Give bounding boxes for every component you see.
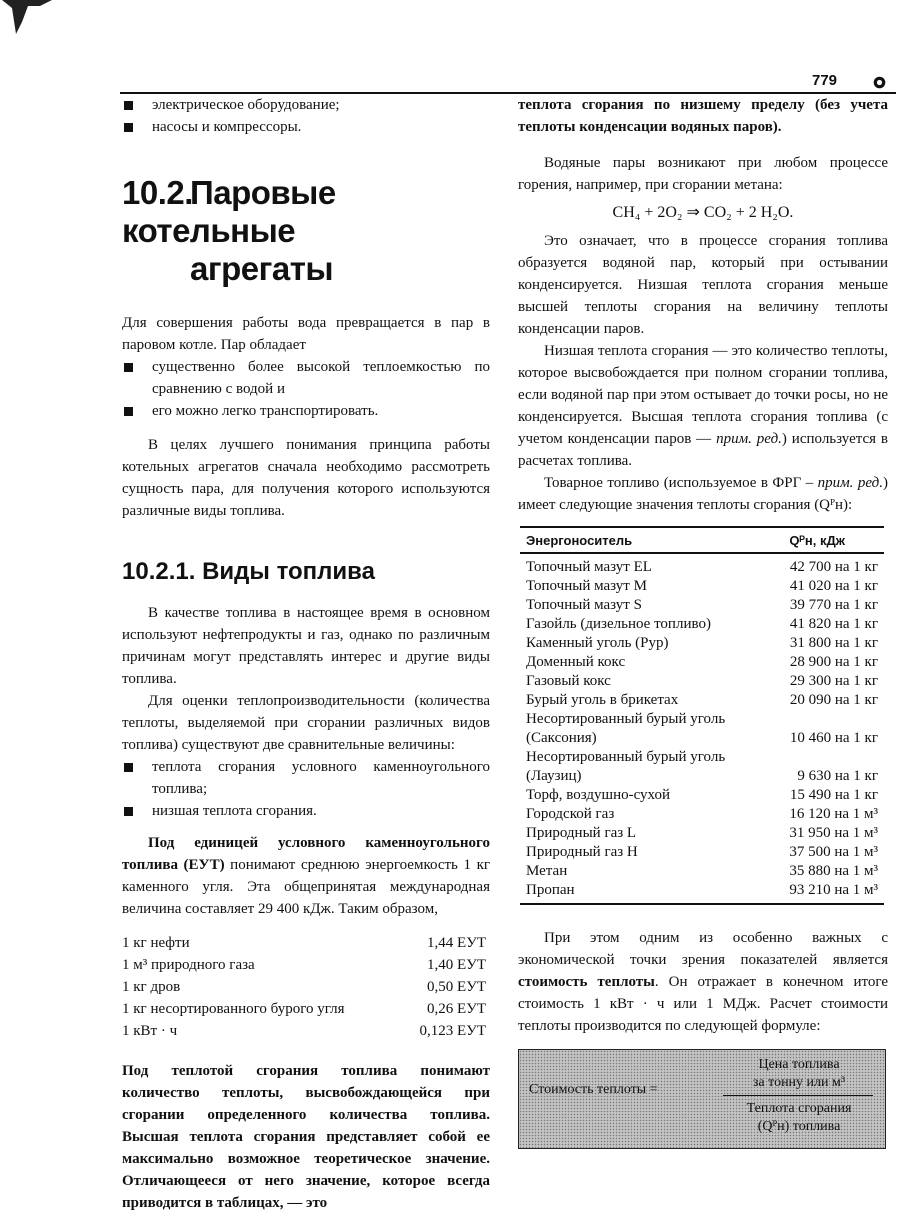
table-row: Газойль (дизельное топливо) 41 820 на 1 кг [526,616,878,632]
list-item: теплота сгорания условного каменноугольного топлива; [122,756,490,800]
subsection-number: 10.2.1. [122,558,196,585]
table-row: 1 кВт · ч 0,123 ЕУТ [122,1023,486,1039]
subsection-title: Виды топлива [202,558,375,585]
formula-lhs: Стоимость теплоты = [529,1082,658,1097]
table-row: Природный газ L 31 950 на 1 м³ [526,825,878,841]
column-header: Энергоноситель [520,527,783,553]
table-row: Топочный мазут EL 42 700 на 1 кг [526,559,878,575]
table-row: 1 кг дров 0,50 ЕУТ [122,979,486,995]
bullet-icon [124,807,133,816]
section-title-line1: Паровые котельные [122,174,336,249]
bullet-icon [124,123,133,132]
estimate-paragraph: Для оценки теплопроизводительности (количества теплоты, выделяемой при сгорании различных видов топлива) существуют две сравнительные величины: [122,693,490,753]
table-row: Метан 35 880 на 1 м³ [526,863,878,879]
bullet-list-values [122,756,490,822]
bullet-list-top [122,94,490,138]
left-column [122,94,490,1214]
eut-table [122,932,486,1042]
table-row: 1 кг несортированного бурого угля 0,26 ЕУТ [122,1001,486,1017]
fuel-table [520,526,884,905]
section-title-line2: агрегаты [190,250,334,287]
column-header: Qᴾн, кДж [783,527,884,553]
bullet-icon [124,363,133,372]
cost-term: стоимость теплоты [518,974,655,990]
eut-term: Под единицей условного каменноугольного топлива (ЕУТ) [122,835,490,873]
corner-mark [0,0,60,40]
table-row: Городской газ 16 120 на 1 м³ [526,806,878,822]
list-item: низшая теплота сгорания. [122,800,490,822]
understanding-paragraph: В целях лучшего понимания принципа работы котельных агрегатов сначала необходимо рассмотреть сущность пара, для получения которого используются различные виды топлива. [122,437,490,519]
formula-denominator: Теплота сгорания (Qᴾн) топлива [746,1101,852,1134]
table-row: Топочный мазут M 41 020 на 1 кг [526,578,878,594]
cost-paragraph: При этом одним из особенно важных с экономической точки зрения показателей является стоимость теплоты. Он отражает в конечном итоге стоимость 1 кВт · ч или 1 МДж. Расчет стоимости теплоты производится по следующей формуле: [518,930,888,1034]
table-row: 1 м³ природного газа 1,40 ЕУТ [122,957,486,973]
table-row: Газовый кокс 29 300 на 1 кг [526,673,878,689]
lower-heat-paragraph: Низшая теплота сгорания — это количество теплоты, которое высвобождается при полном сгорании топлива, если водяной пар при этом остывает до точки росы, но не конденсируется. Высшая теплота сгорания топлива (с учетом конденсации паров — прим. ред.) используется в расчетах топлива. [518,343,888,469]
list-item: его можно легко транспортировать. [122,400,490,422]
eut-paragraph: Под единицей условного каменноугольного топлива (ЕУТ) понимают среднюю энергоемкость 1 кг каменного угля. Эта общепринятая международная величина составляет 29 400 кДж. Таким образом, [122,835,491,917]
lower-limit-definition: теплота сгорания по низшему пределу (без учета теплоты конденсации водяных паров). [518,97,888,135]
meaning-paragraph: Это означает, что в процессе сгорания топлива образуется водяной пар, который при остывании конденсируется. Низшая теплота сгорания меньше высшей теплоты сгорания на величину теплоты конденсации паров. [518,233,888,337]
bullet-icon [124,101,133,110]
table-row: Каменный уголь (Рур) 31 800 на 1 кг [526,635,878,651]
formula-numerator: Цена топлива за тонну или м³ [752,1057,846,1090]
table-row: Бурый уголь в брикетах 20 090 на 1 кг [526,692,878,708]
bullet-icon [124,763,133,772]
section-number: 10.2. [122,174,193,211]
table-header-row [520,527,884,553]
table-row: Торф, воздушно-сухой 15 490 на 1 кг [526,787,878,803]
commodity-paragraph: Товарное топливо (используемое в ФРГ – прим. ред.) имеет следующие значения теплоты сгорания (Qᴾн): [518,475,888,513]
page-number: 779 [812,72,838,89]
methane-formula: CH₄ + 2O₂ ⇒ CO₂ + 2 H₂O. [612,204,794,221]
table-row: Несортированный бурый уголь (Лаузиц) 9 630 на 1 кг [526,749,878,784]
table-row: Доменный кокс 28 900 на 1 кг [526,654,878,670]
table-row: Топочный мазут S 39 770 на 1 кг [526,597,878,613]
heat-definition-paragraph: Под теплотой сгорания топлива понимают количество теплоты, высвобождающейся при сгорании определенного количества топлива. Высшая теплота сгорания представляет собой ее максимально возможное теоретическое значение. Отличающееся от него значение, которое всегда приводится в таблицах, — это [122,1063,490,1211]
fuel-paragraph: В качестве топлива в настоящее время в основном используют нефтепродукты и газ, однако по различным причинам могут представлять интерес и другие виды топлива. [122,605,490,687]
subsection-heading [122,558,490,586]
cost-formula-box [518,1049,886,1149]
table-row: 1 кг нефти 1,44 ЕУТ [122,935,486,951]
table-row: Природный газ H 37 500 на 1 м³ [526,844,878,860]
table-row: Пропан 93 210 на 1 м³ [520,881,884,904]
right-column [518,94,888,1149]
list-item: электрическое оборудование; [122,94,490,116]
intro-paragraph: Для совершения работы вода превращается в пар в паровом котле. Пар обладает [122,315,490,353]
bullet-list-steam [122,356,490,422]
bullet-icon [124,407,133,416]
fraction-bar [723,1095,873,1096]
table-row: Несортированный бурый уголь (Саксония) 10 460 на 1 кг [526,711,878,746]
vapor-paragraph: Водяные пары возникают при любом процессе горения, например, при сгорании метана: [518,155,888,193]
section-heading [122,174,490,288]
page-marker-icon [873,76,886,89]
list-item: насосы и компрессоры. [122,116,490,138]
list-item: существенно более высокой теплоемкостью по сравнению с водой и [122,356,490,400]
